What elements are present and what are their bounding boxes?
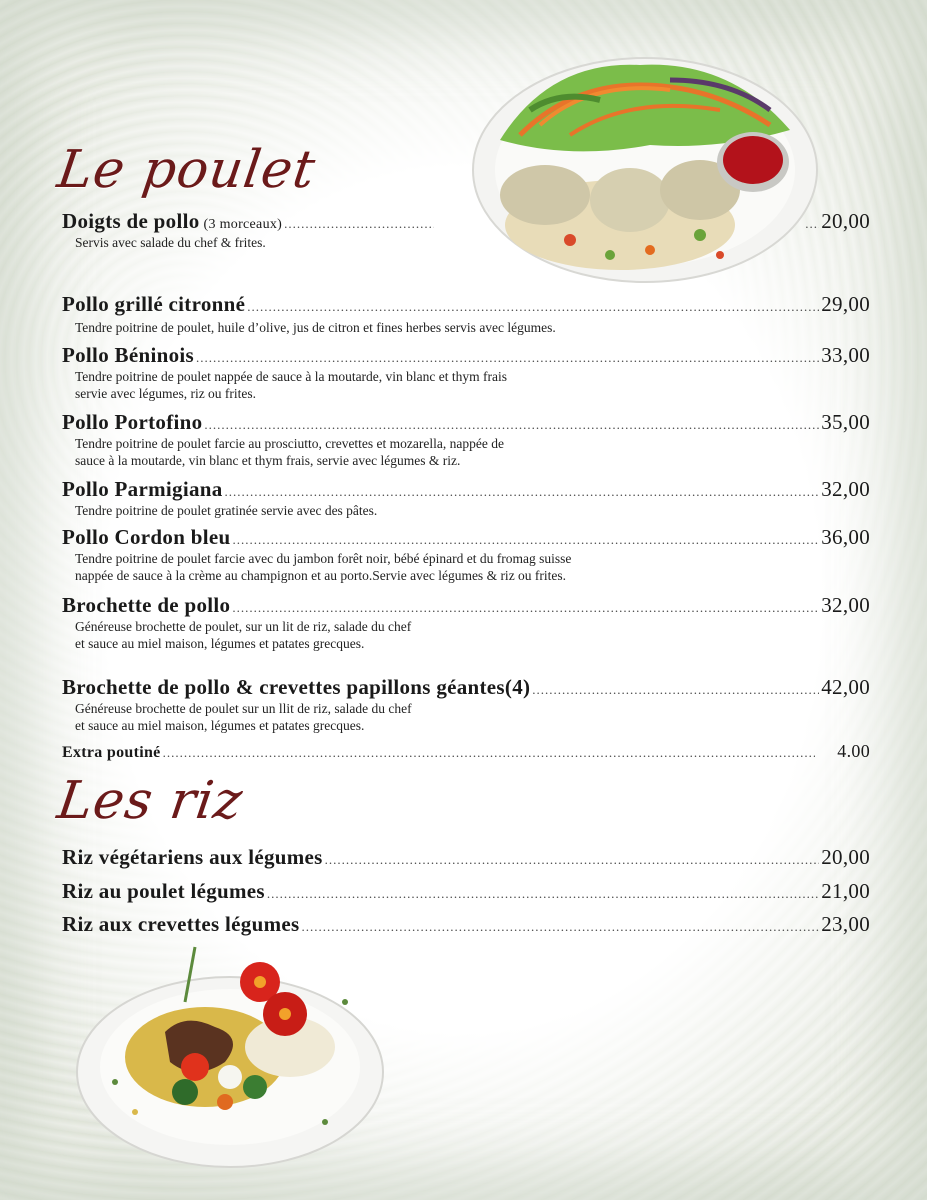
menu-item [62,525,870,584]
item-note: (3 morceaux) [203,217,283,232]
leader-dots [247,299,819,315]
menu-item [62,845,870,870]
item-name: Riz végétariens aux légumes [62,845,323,869]
menu-item [62,292,870,336]
leader-dots [805,216,819,232]
menu-item [62,593,870,652]
menu-item [62,343,870,402]
item-name: Pollo Béninois [62,343,194,367]
menu-item [62,209,870,251]
leader-dots [532,682,819,698]
item-description: Tendre poitrine de poulet, huile d’olive, jus de citron et fines herbes servis avec légumes. [75,320,556,335]
item-description: Tendre poitrine de poulet gratinée servie avec des pâtes. [75,503,378,518]
item-price: 32,00 [821,593,870,617]
leader-dots [267,886,819,902]
item-name: Pollo Parmigiana [62,477,223,501]
leader-dots [225,484,820,500]
leader-dots [163,745,816,761]
item-description: Tendre poitrine de poulet farcie au prosciutto, crevettes et mozarella, nappée de sauce à la moutarde, vin blanc et thym frais, servie avec légumes & riz. [75,436,504,468]
item-name: Extra poutiné [62,744,161,761]
item-name: Riz aux crevettes légumes [62,912,300,936]
item-description: Généreuse brochette de poulet sur un llit de riz, salade du chef et sauce au miel maison, légumes et patates grecques. [75,701,412,733]
item-price: 20,00 [821,845,870,869]
item-name: Riz au poulet légumes [62,879,265,903]
item-name: Pollo Cordon bleu [62,525,231,549]
item-price: 29,00 [821,292,870,316]
item-description: Tendre poitrine de poulet nappée de sauce à la moutarde, vin blanc et thym frais servie avec légumes, riz ou frites. [75,369,508,401]
menu-item [62,879,870,904]
menu-item [62,675,870,734]
menu-item [62,410,870,469]
leader-dots [325,852,820,868]
item-price: 42,00 [821,675,870,699]
leader-dots [301,919,819,935]
leader-dots [196,350,819,366]
item-price: 35,00 [821,410,870,434]
menu-item [62,741,870,762]
section-title-riz: Les riz [53,771,247,831]
leader-dots [232,600,819,616]
item-price: 32,00 [821,477,870,501]
item-name: Pollo Portofino [62,410,203,434]
item-description: Généreuse brochette de poulet, sur un lit de riz, salade du chef et sauce au miel maison, légumes et patates grecques. [75,619,412,651]
item-name: Pollo grillé citronné [62,292,246,316]
item-price: 21,00 [821,879,870,903]
chicken-sauce-plate-photo [75,942,385,1172]
item-price: 33,00 [821,343,870,367]
menu-item [62,477,870,519]
item-description: Servis avec salade du chef & frites. [75,235,266,250]
menu-item [62,912,870,937]
item-description: Tendre poitrine de poulet farcie avec du jambon forêt noir, bébé épinard et du fromag suisse nappée de sauce à la crème au champignon et au porto.Servie avec légumes & riz ou frites. [75,551,572,583]
item-price: 23,00 [821,912,870,936]
item-price: 20,00 [821,209,870,233]
leader-dots [232,532,819,548]
item-name: Brochette de pollo & crevettes papillons géantes(4) [62,675,531,699]
section-title-poulet: Le poulet [53,140,320,200]
item-price: 4.00 [837,741,870,761]
item-name: Doigts de pollo (3 morceaux) [62,209,283,233]
leader-dots [204,417,819,433]
item-price: 36,00 [821,525,870,549]
leader-dots [284,216,434,232]
item-name: Brochette de pollo [62,593,231,617]
